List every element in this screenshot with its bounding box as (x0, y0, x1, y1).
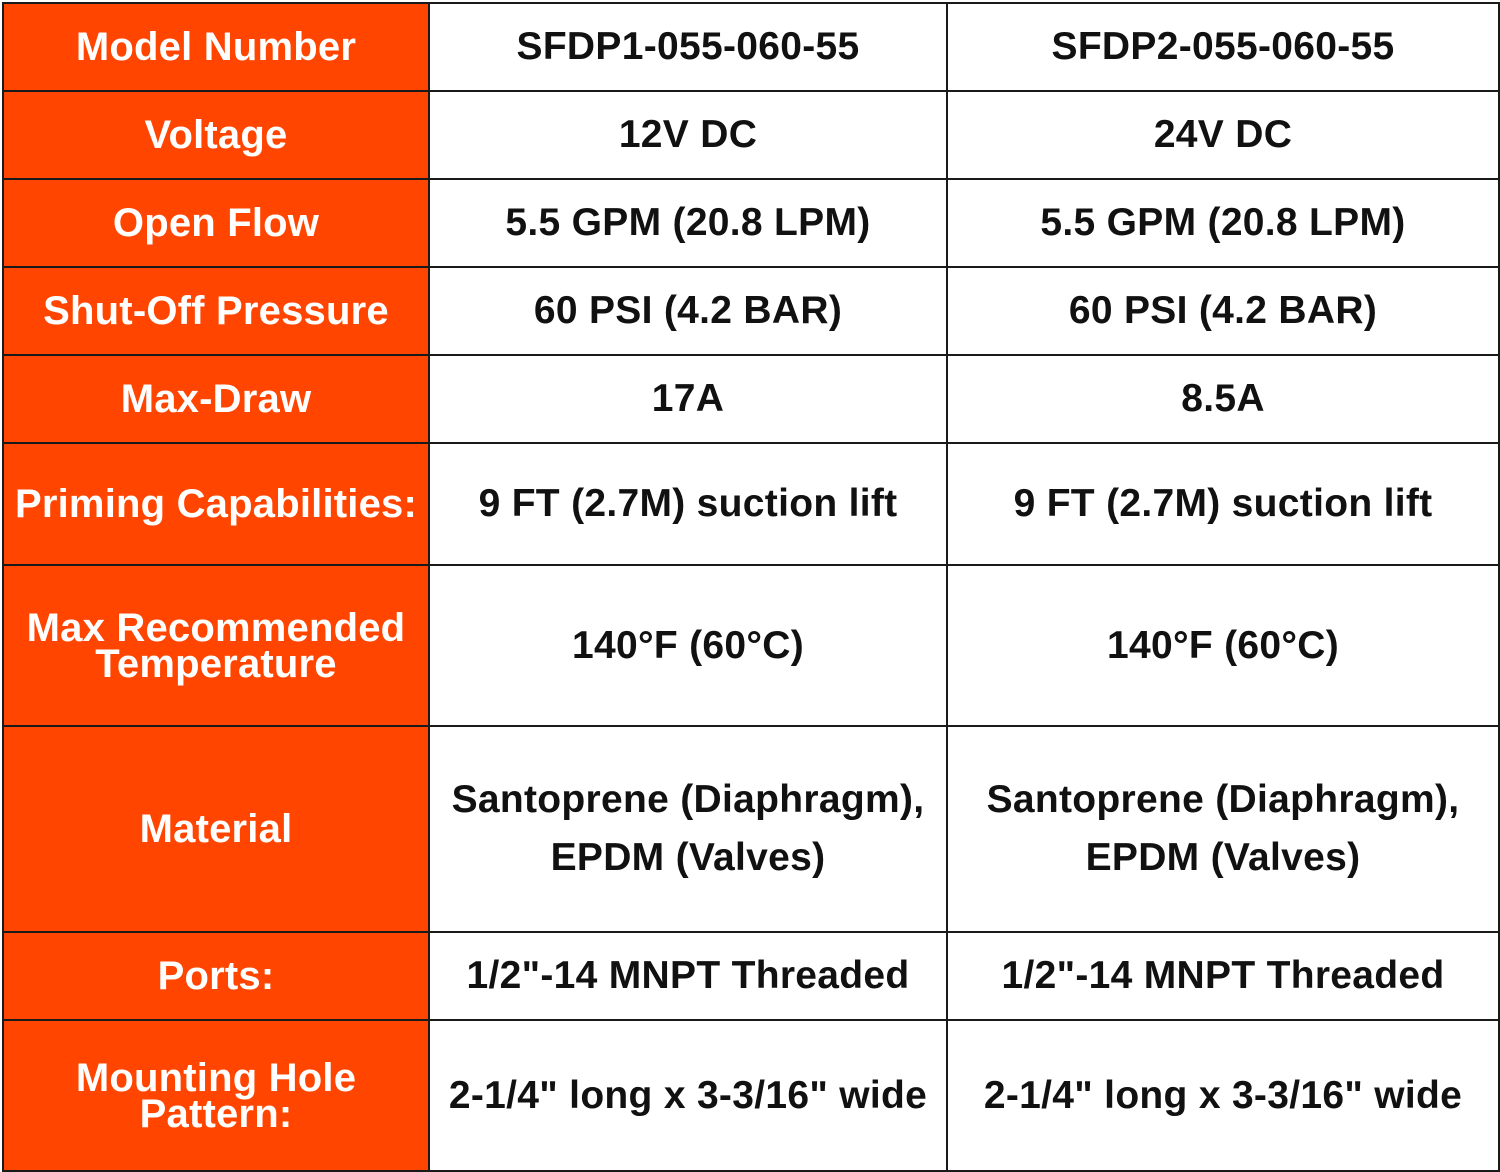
row-label: Material (3, 726, 429, 932)
table-row-mounting-hole-pattern (3, 1020, 1499, 1171)
row-label: Model Number (3, 3, 429, 91)
table-row-open-flow (3, 179, 1499, 267)
model-b-value: Santoprene (Diaphragm), EPDM (Valves) (947, 726, 1499, 932)
table-row-max-recommended-temperature (3, 565, 1499, 726)
model-a-value: SFDP1-055-060-55 (429, 3, 947, 91)
row-label: Ports: (3, 932, 429, 1020)
table-row-material (3, 726, 1499, 932)
model-b-value: 1/2"-14 MNPT Threaded (947, 932, 1499, 1020)
model-b-value: 140°F (60°C) (947, 565, 1499, 726)
row-label: Max Recommended Temperature (3, 565, 429, 726)
model-a-value: 1/2"-14 MNPT Threaded (429, 932, 947, 1020)
row-label: Mounting Hole Pattern: (3, 1020, 429, 1171)
model-a-value: 2-1/4" long x 3-3/16" wide (429, 1020, 947, 1171)
model-a-value: Santoprene (Diaphragm), EPDM (Valves) (429, 726, 947, 932)
model-a-value: 9 FT (2.7M) suction lift (429, 443, 947, 565)
row-label: Priming Capabilities: (3, 443, 429, 565)
row-label: Max-Draw (3, 355, 429, 443)
model-a-value: 140°F (60°C) (429, 565, 947, 726)
model-b-value: 24V DC (947, 91, 1499, 179)
model-b-value: SFDP2-055-060-55 (947, 3, 1499, 91)
spec-table (2, 2, 1500, 1172)
model-a-value: 5.5 GPM (20.8 LPM) (429, 179, 947, 267)
row-label: Open Flow (3, 179, 429, 267)
model-b-value: 2-1/4" long x 3-3/16" wide (947, 1020, 1499, 1171)
model-a-value: 17A (429, 355, 947, 443)
model-b-value: 60 PSI (4.2 BAR) (947, 267, 1499, 355)
model-b-value: 9 FT (2.7M) suction lift (947, 443, 1499, 565)
model-b-value: 8.5A (947, 355, 1499, 443)
table-row-ports (3, 932, 1499, 1020)
model-a-value: 12V DC (429, 91, 947, 179)
table-row-priming-capabilities (3, 443, 1499, 565)
table-row-shut-off-pressure (3, 267, 1499, 355)
table-row-model-number (3, 3, 1499, 91)
table-row-max-draw (3, 355, 1499, 443)
model-a-value: 60 PSI (4.2 BAR) (429, 267, 947, 355)
row-label: Shut-Off Pressure (3, 267, 429, 355)
table-row-voltage (3, 91, 1499, 179)
row-label: Voltage (3, 91, 429, 179)
model-b-value: 5.5 GPM (20.8 LPM) (947, 179, 1499, 267)
